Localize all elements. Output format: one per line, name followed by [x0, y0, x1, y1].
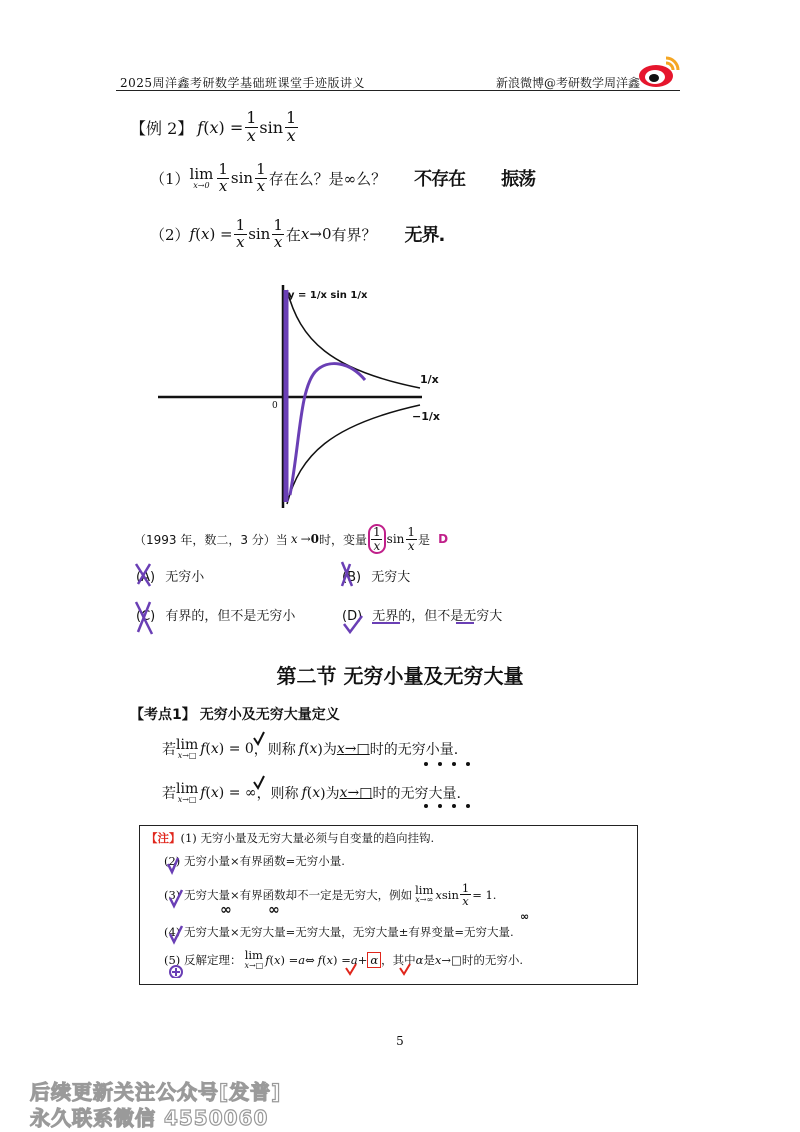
cross-a-icon: [136, 564, 150, 586]
option-marks: [130, 558, 380, 638]
key-point-label: 【考点1】: [130, 707, 196, 723]
watermark-line-2: 永久联系微信 4550060: [30, 1106, 269, 1130]
option-c-key: (C): [136, 609, 156, 624]
option-b-key: (B): [342, 570, 362, 585]
example-title: 【例 2】 f ( x ) = $\frac{1}{x}$ sin $\frac{1}{x}$: [130, 108, 297, 145]
exam-answer-mark: D: [438, 532, 449, 547]
option-c-text: 有界的，但不是无穷小: [165, 609, 296, 624]
dot-icon: [466, 804, 470, 808]
lower-envelope-curve: [287, 405, 420, 504]
dot-icon: [438, 762, 442, 766]
header-weibo: 新浪微博@考研数学周洋鑫: [496, 76, 641, 90]
option-b-text: 无穷大: [371, 570, 411, 585]
exam-source: （1993 年，数二，3 分）当: [134, 532, 288, 547]
plus-icon: [172, 968, 180, 976]
note-item-2: (2) 无穷小量×有界函数=无穷小量.: [164, 854, 345, 868]
def1-mid: ，则称: [253, 742, 296, 758]
upper-envelope-curve: [287, 290, 420, 388]
weibo-logo-icon: [636, 52, 682, 94]
check-icon: [170, 926, 182, 942]
option-d-underlines: [370, 618, 510, 628]
note-marks: [164, 848, 624, 978]
option-a-key: (A): [136, 570, 156, 585]
note-item-4: (4) 无穷大量×无穷大量=无穷大量，无穷大量±有界变量=无穷大量.: [164, 925, 514, 939]
cross-c-icon: [136, 602, 152, 634]
infinity-icon: ∞: [520, 910, 530, 923]
def2-prefix: 若: [162, 786, 176, 802]
purple-sketch-curve: [290, 364, 365, 495]
check-icon: [254, 776, 264, 788]
def2-mid: ，则称: [256, 786, 299, 802]
def2-tail: 时的无穷大量.: [372, 786, 461, 802]
check-icon: [168, 858, 178, 872]
dot-icon: [452, 762, 456, 766]
q2-index: （2）: [150, 225, 190, 244]
origin-label: 0: [272, 401, 278, 411]
dot-icon: [452, 804, 456, 808]
q2-text-a: 在: [285, 225, 301, 244]
cross-b-icon: [342, 562, 352, 586]
definition-marks: [250, 728, 500, 808]
infinity-icon: ∞: [220, 902, 232, 918]
q1-handwriting-1: 不存在: [414, 169, 466, 191]
check-icon: [346, 964, 356, 974]
option-d-key: (D): [342, 609, 363, 624]
question-1: （1） lim x→0 $\frac{1}{x}$ sin $\frac{1}{x}$ 存在么？是∞么？ 不存在 振荡: [150, 160, 536, 195]
key-point-heading: [130, 704, 340, 724]
infinity-icon: ∞: [268, 902, 280, 918]
q2-handwriting: 无界.: [404, 225, 445, 247]
note-item-3: (3) 无穷大量×有界函数却不一定是无穷大，例如 lim x→∞ x sin $\frac{1}{x}$ = 1.: [164, 881, 497, 909]
check-icon: [170, 890, 182, 906]
note-item-5-text: (5) 反解定理：: [164, 952, 242, 967]
key-point-text: 无穷小及无穷大量定义: [199, 707, 340, 723]
q1-index: （1）: [150, 169, 190, 188]
note-item-5: (5) 反解定理： lim x→□ f ( x ) = a ⇔ f ( x ) = a + α ，其中 α 是 x →□ 时的无穷小.: [164, 948, 524, 970]
q1-handwriting-2: 振荡: [501, 169, 536, 191]
dot-icon: [424, 804, 428, 808]
def1-tail: 时的无穷小量.: [369, 742, 459, 758]
note-item-3-text: (3) 无穷大量×有界函数却不一定是无穷大，例如: [164, 887, 413, 902]
check-d-icon: [344, 616, 362, 632]
dot-icon: [466, 762, 470, 766]
header-rule: [116, 90, 680, 91]
dot-icon: [438, 804, 442, 808]
watermark-line-1: 后续更新关注公众号[发普]: [30, 1080, 282, 1104]
graph-figure: [150, 280, 450, 515]
example-label: 【例 2】: [130, 118, 194, 138]
check-icon: [254, 732, 264, 744]
exam-mid: 时，变量: [319, 532, 368, 547]
upper-label: 1/x: [420, 373, 439, 386]
lower-label: −1/x: [412, 410, 440, 423]
q2-text-b: 有界？: [331, 225, 377, 244]
exam-question: （1993 年，数二，3 分）当 x → 0 时，变量 $\frac{1}{x}$ sin $\frac{1}{x}$ 是 D: [134, 525, 449, 553]
note-item-1: [146, 830, 434, 846]
page-number: 5: [396, 1034, 404, 1048]
note-item-1-text: (1) 无穷小量及无穷大量必须与自变量的趋向挂钩.: [180, 831, 435, 845]
definition-infinity: 若 lim x→□ f ( x ) = ∞ ，则称 f ( x )为 x→□ 时的无穷大量.: [162, 781, 461, 804]
def1-prefix: 若: [162, 742, 176, 758]
note-tag: 【注】: [146, 831, 181, 845]
question-2: （2） f ( x ) = $\frac{1}{x}$ sin $\frac{1}{x}$ 在 x →0 有界？ 无界.: [150, 216, 445, 251]
note-item-5-tail: 时的无穷小.: [461, 952, 524, 967]
curve-label: y = 1/x sin 1/x: [288, 290, 368, 301]
q1-text: 存在么？是∞么？: [268, 169, 387, 188]
option-a-text: 无穷小: [165, 570, 205, 585]
note-item-5-mid: ，其中: [381, 952, 416, 967]
definition-infinitesimal: 若 lim x→□ f ( x ) = 0 ，则称 f ( x )为 x→□ 时的无穷小量.: [162, 737, 459, 760]
header-title: 2025周洋鑫考研数学基础班课堂手迹版讲义: [120, 76, 366, 90]
option-d-text: 无界的，但不是无穷大: [372, 609, 503, 624]
note-item-3-tail: = 1.: [472, 887, 497, 902]
check-icon: [400, 964, 410, 974]
dot-icon: [424, 762, 428, 766]
exam-end: 是: [418, 532, 431, 547]
section-title: 第二节 无穷小量及无穷大量: [276, 664, 524, 688]
